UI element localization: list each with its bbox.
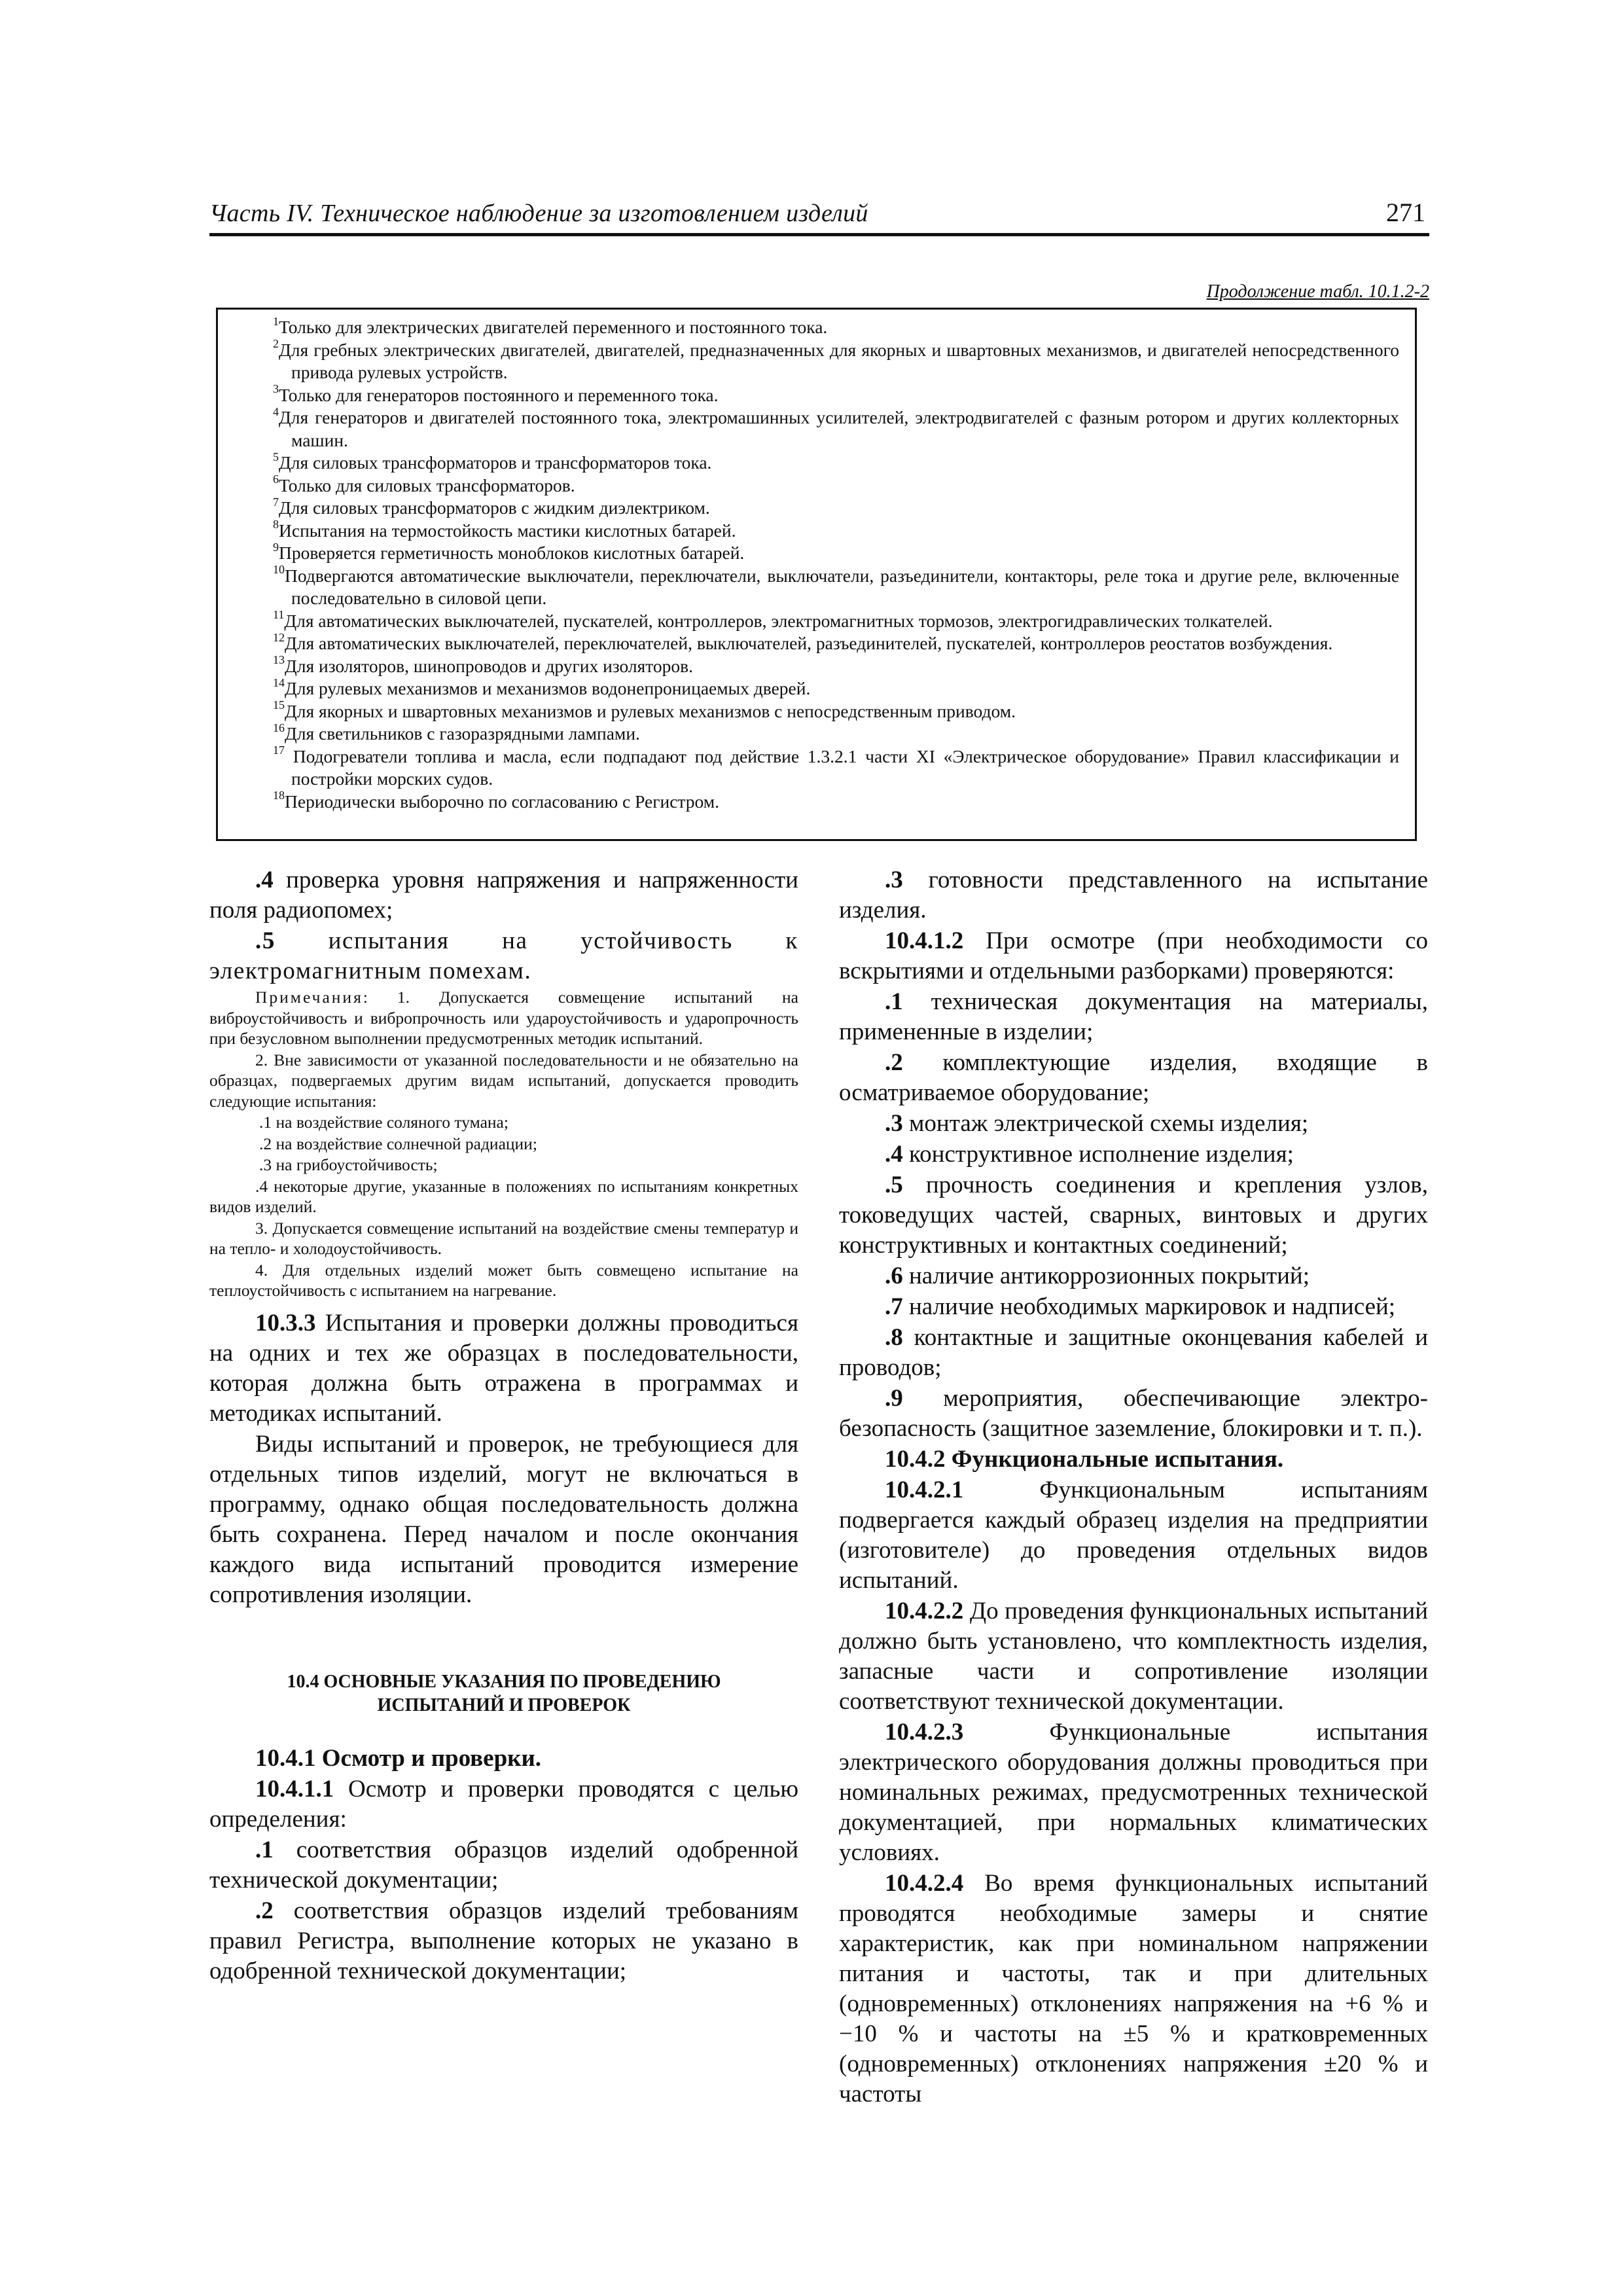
table-footnote: $^3$Только для генераторов постоянного и переменного тока.: [273, 382, 719, 405]
list-item: .4 конструктивное исполнение изделия;: [885, 1141, 1294, 1168]
subsection-heading: 10.4.2 Функциональные испытания.: [885, 1446, 1284, 1473]
list-item: .2 соответствия образцов изделий требованиям правил Регистра, выполнение которых не указано в одобренной технической документации;: [209, 1897, 798, 1984]
list-item: .6 наличие антикоррозионных покрытий;: [885, 1263, 1310, 1289]
table-footnote: $^4$Для генераторов и двигателей постоянного тока, электромашинных усилителей, электродвигателей с фазным ротором и других коллекторных машин.: [273, 404, 1399, 450]
list-item: .5 прочность соединения и крепления узлов, токоведущих частей, сварных, винтовых и других конструктивных и контактных соединений;: [839, 1172, 1428, 1259]
paragraph: 10.4.2.3 Функциональные испытания электрического оборудования должны проводиться при номинальных режимах, предусмотренных технической документацией, при нормальных климатических условиях.: [839, 1719, 1428, 1866]
table-caption: Продолжение табл. 10.1.2-2: [1206, 281, 1429, 302]
list-item: .1 соответствия образцов изделий одобренной технической документации;: [209, 1836, 798, 1893]
note: Примечания: 1. Допускается совмещение испытаний на виброустойчивость и вибропрочность или удароустойчивость и ударопрочность при безусловном выполнении предусмотренных методик испытаний.: [209, 988, 798, 1048]
section-heading: 10.4 ОСНОВНЫЕ УКАЗАНИЯ ПО ПРОВЕДЕНИЮ ИСПЫТАНИЙ И ПРОВЕРОК: [287, 1671, 721, 1715]
list-item: .9 мероприятия, обеспечивающие электро-безопасность (защитное заземление, блокировки и т. п.).: [839, 1385, 1428, 1442]
note: 2. Вне зависимости от указанной последовательности и не обязательно на образцах, подвергаемых другим видам испытаний, допускается проводить следующие испытания:: [209, 1050, 798, 1111]
table-footnote: $^{16}$Для светильников с газоразрядными лампами.: [273, 721, 640, 744]
paragraph: .5 испытания на устойчивость к электромагнитным помехам.: [209, 927, 798, 984]
table-footnote: $^7$Для силовых трансформаторов с жидким диэлектриком.: [273, 495, 710, 518]
note-item: .4 некоторые другие, указанные в положениях по испытаниям конкретных видов изделий.: [209, 1176, 798, 1216]
table-footnote: $^2$Для гребных электрических двигателей, двигателей, предназначенных для якорных и швартовных механизмов, и двигателей непосредственного привода рулевых устройств.: [273, 337, 1399, 382]
running-header: [209, 195, 1429, 236]
subsection-heading: 10.4.1 Осмотр и проверки.: [255, 1744, 542, 1772]
table-footnote: $^6$Только для силовых трансформаторов.: [273, 473, 575, 495]
note-item: .3 на грибоустойчивость;: [259, 1155, 438, 1174]
table-footnote: $^{12}$Для автоматических выключателей, переключателей, выключателей, разъединителей, пускателей, контроллеров реостатов возбуждения.: [273, 630, 1333, 653]
paragraph: 10.4.2.2 До проведения функциональных испытаний должно быть установлено, что комплектность изделия, запасные части и сопротивление изоляции соответствуют технической документации.: [839, 1598, 1428, 1715]
paragraph: .4 проверка уровня напряжения и напряженности поля радиопомех;: [209, 867, 798, 924]
table-footnote: $^{14}$Для рулевых механизмов и механизмов водонепроницаемых дверей.: [273, 675, 811, 698]
list-item: .3 готовности представленного на испытание изделия.: [839, 867, 1428, 924]
table-footnote: $^1$Только для электрических двигателей переменного и постоянного тока.: [273, 314, 828, 337]
paragraph: 10.4.1.1 Осмотр и проверки проводятся с целью определения:: [209, 1775, 798, 1833]
paragraph: Виды испытаний и проверок, не требующиеся для отдельных типов изделий, могут не включаться в программу, однако общая последовательность должна быть сохранена. Перед началом и после окончания каждого вида испытаний проводится измерение сопротивления изоляции.: [209, 1430, 798, 1608]
table-footnote: $^8$Испытания на термостойкость мастики кислотных батарей.: [273, 518, 736, 541]
page-number: 271: [1386, 198, 1425, 227]
note: 3. Допускается совмещение испытаний на воздействие смены температур и на тепло- и холодоустойчивость.: [209, 1218, 798, 1258]
table-footnote: $^5$Для силовых трансформаторов и трансформаторов тока.: [273, 450, 712, 473]
list-item: .3 монтаж электрической схемы изделия;: [885, 1110, 1309, 1137]
list-item: .2 комплектующие изделия, входящие в осматриваемое оборудование;: [839, 1049, 1428, 1106]
table-footnote: $^{18}$Периодически выборочно по согласованию с Регистром.: [273, 789, 720, 812]
note: 4. Для отдельных изделий может быть совмещено испытание на теплоустойчивость с испытанием на нагревание.: [209, 1260, 798, 1300]
left-column: [209, 865, 798, 1987]
note-item: .2 на воздействие солнечной радиации;: [259, 1134, 537, 1153]
table-footnote: $^{17}$ Подогреватели топлива и масла, если подпадают под действие 1.3.2.1 части XI «Электрическое оборудование» Правил классификации и постройки морских судов.: [273, 744, 1399, 789]
paragraph: 10.4.2.4 Во время функциональных испытаний проводятся необходимые замеры и снятие характеристик, как при номинальном напряжении питания и частоты, так и при длительных (одновременных) отклонениях напряжения на +6 % и −10 % и частоты на ±5 % и кратковременных (одновременных) отклонениях напряжения ±20 % и частоты: [839, 1870, 1428, 2108]
table-footnote: $^{11}$Для автоматических выключателей, пускателей, контроллеров, электромагнитных тормозов, электрогидравлических толкателей.: [273, 608, 1273, 631]
table-footnotes-box: [216, 308, 1417, 841]
table-footnote: $^{10}$Подвергаются автоматические выключатели, переключатели, выключатели, разъединители, контакторы, реле тока и другие реле, включенные последовательно в силовой цепи.: [273, 563, 1399, 608]
paragraph: 10.4.2.1 Функциональным испытаниям подвергается каждый образец изделия на предприятии (изготовителе) до проведения отдельных видов испытаний.: [839, 1477, 1428, 1594]
note-item: .1 на воздействие соляного тумана;: [259, 1113, 508, 1132]
table-footnote: $^{15}$Для якорных и швартовных механизмов и рулевых механизмов с непосредственным приводом.: [273, 698, 1016, 721]
list-item: .8 контактные и защитные оконцевания кабелей и проводов;: [839, 1324, 1428, 1381]
list-item: .7 наличие необходимых маркировок и надписей;: [885, 1293, 1396, 1320]
list-item: .1 техническая документация на материалы, примененные в изделии;: [839, 988, 1428, 1045]
table-footnote: $^9$Проверяется герметичность моноблоков кислотных батарей.: [273, 540, 745, 563]
right-column: [839, 865, 1428, 2110]
running-title: Часть IV. Техническое наблюдение за изготовлением изделий: [209, 200, 868, 227]
paragraph: 10.3.3 Испытания и проверки должны проводиться на одних и тех же образцах в последовательности, которая должна быть отражена в программах и методиках испытаний.: [209, 1309, 798, 1427]
table-footnote: $^{13}$Для изоляторов, шинопроводов и других изоляторов.: [273, 653, 694, 676]
paragraph: 10.4.1.2 При осмотре (при необходимости со вскрытиями и отдельными разборками) проверяются:: [839, 927, 1428, 984]
